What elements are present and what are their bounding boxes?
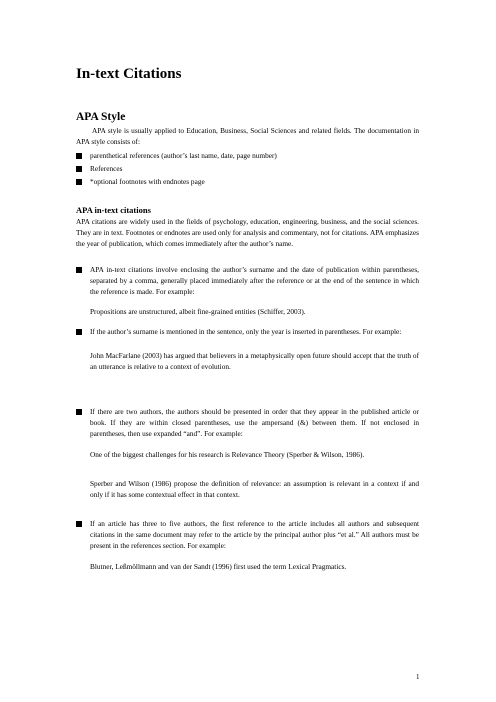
bullet-square-icon: [76, 166, 82, 172]
intro-paragraph: APA style is usually applied to Education, Business, Social Sciences and related fields. The documentation in APA style consists of:: [76, 126, 419, 146]
rule-example: One of the biggest challenges for his research is Relevance Theory (Sperber & Wilson, 1986).: [90, 450, 365, 459]
intro-list-item: References: [76, 163, 82, 175]
bullet-square-icon: [76, 329, 82, 335]
section-heading-in-text-citations: APA in-text citations: [76, 205, 151, 215]
rule-text: If an article has three to five authors, the first reference to the article includes all authors and subsequent citations in the same document may refer to the article by the principal author plus “et al.” All authors must be present in the references section. For example:: [90, 519, 419, 550]
section-heading-apa-style: APA Style: [76, 111, 126, 123]
rule-example: Sperber and Wilson (1986) propose the definition of relevance: an assumption is relevant in a context if and only if it has some contextual effect in that context.: [90, 479, 419, 499]
rule-text: If the author’s surname is mentioned in the sentence, only the year is inserted in parentheses. For example:: [90, 327, 402, 336]
intro-list-item: parenthetical references (author’s last name, date, page number): [76, 150, 82, 162]
rule-example: Blutner, Leßmöllmann and van der Sandt (1996) first used the term Lexical Pragmatics.: [90, 562, 347, 571]
page-title: In-text Citations: [76, 66, 182, 82]
bullet-square-icon: [76, 179, 82, 185]
page-number: 1: [416, 673, 420, 681]
bullet-square-icon: [76, 521, 82, 527]
bullet-square-icon: [76, 153, 82, 159]
bullet-square-icon: [76, 409, 82, 415]
rule-example: Propositions are unstructured, albeit fine-grained entities (Schiffer, 2003).: [90, 307, 306, 316]
rule-example: John MacFarlane (2003) has argued that believers in a metaphysically open future should accept that the truth of an utterance is relative to a context of evolution.: [90, 351, 419, 371]
rule-text: APA in-text citations involve enclosing the author’s surname and the date of publication within parentheses, separated by a comma, generally placed immediately after the reference or at the end of the sentence in which the reference is made. For example:: [90, 265, 419, 296]
in-text-paragraph: APA citations are widely used in the fields of psychology, education, engineering, business, and the social sciences. They are in text. Footnotes or endnotes are used only for analysis and commentary, not for citations. APA emphasizes the year of publication, which comes immediately after the author’s name.: [76, 217, 419, 248]
bullet-square-icon: [76, 267, 82, 273]
intro-list-item: *optional footnotes with endnotes page: [76, 176, 82, 188]
rule-text: If there are two authors, the authors should be presented in order that they appear in the published article or book. If they are within closed parentheses, use the ampersand (&) between them. If not enclosed in parentheses, then use expanded “and”. For example:: [90, 407, 419, 438]
